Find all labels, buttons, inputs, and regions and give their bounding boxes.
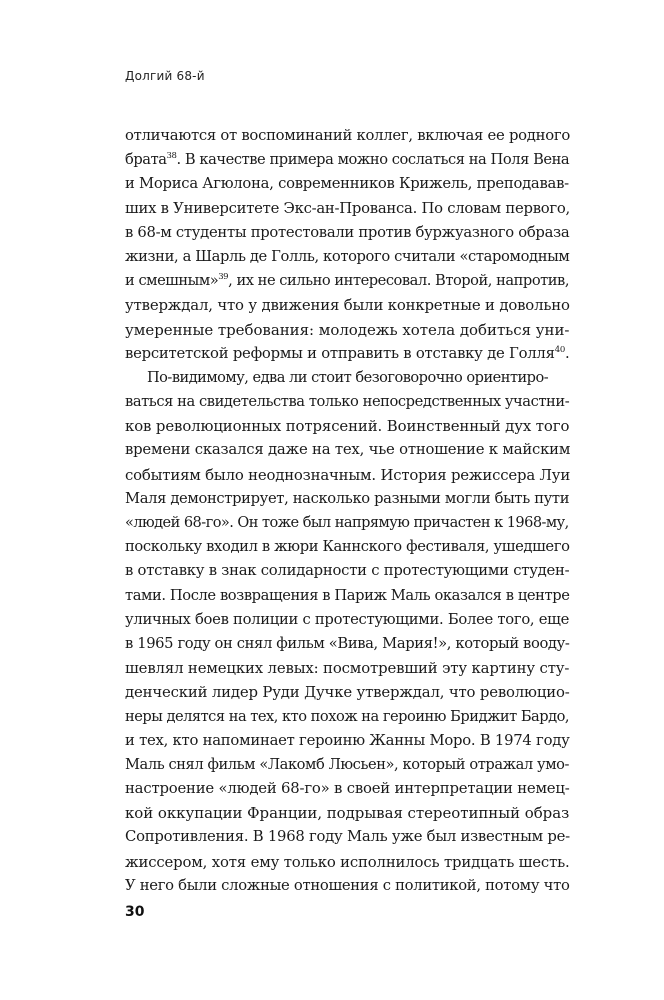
body-text — [125, 124, 570, 898]
footnote-ref[interactable]: 38 — [166, 151, 177, 162]
text-line: кой оккупации Франции, подрывая стереотипный образ — [125, 804, 570, 823]
text-line — [125, 342, 570, 366]
page-number: 30 — [125, 904, 145, 920]
text-line: ших в Университете Экс-ан-Прованса. По словам первого, — [125, 199, 571, 217]
text-line: и Мориса Агюлона, современников Крижель, преподавав- — [125, 175, 569, 193]
text-line — [125, 148, 570, 172]
text-fragment: . В качестве примера можно сослаться на Поля Вена — [176, 151, 570, 169]
footnote-ref[interactable]: 40 — [554, 344, 566, 355]
text-line: в 68-м студенты протестовали против буржуазного образа — [125, 223, 570, 241]
text-line: жиссером, хотя ему только исполнилось тридцать шесть. — [125, 852, 570, 871]
text-line: настроение «людей 68-го» в своей интерпретации немец- — [125, 780, 570, 798]
text-fragment: брата — [125, 151, 167, 169]
text-line: в 1965 году он снял фильм «Вива, Мария!», который вооду- — [125, 634, 570, 652]
text-line: поскольку входил в жюри Каннского фестиваля, ушедшего — [125, 538, 570, 556]
text-line: Маля демонстрирует, насколько разными могли быть пути — [125, 489, 570, 507]
paragraph-first-line: По-видимому, едва ли стоит безоговорочно ориентиро- — [147, 368, 549, 386]
text-line: шевлял немецких левых: посмотревший эту картину сту- — [125, 659, 570, 678]
text-fragment: верситетской реформы и отправить в отставку де Голля — [125, 344, 555, 362]
text-line: уличных боев полиции с протестующими. Более того, еще — [125, 610, 570, 628]
text-line: времени сказался даже на тех, чье отношение к майским — [125, 441, 571, 459]
text-line: отличаются от воспоминаний коллег, включая ее родного — [125, 127, 570, 144]
text-line: ваться на свидетельства только непосредственных участни- — [125, 393, 570, 411]
text-line: Маль снял фильм «Лакомб Люсьен», который отражал умо- — [125, 755, 570, 773]
text-line: утверждал, что у движения были конкретные и довольно — [125, 296, 570, 315]
text-line: тами. После возвращения в Париж Маль оказался в центре — [125, 586, 570, 604]
text-line: У него были сложные отношения с политикой, потому что — [125, 876, 570, 894]
text-line: и тех, кто напоминает героиню Жанны Моро. В 1974 году — [125, 731, 570, 749]
text-line: событиям было неоднозначным. История режиссера Луи — [125, 465, 571, 484]
text-line: умеренные требования: молодежь хотела добиться уни- — [125, 320, 570, 339]
text-line: Сопротивления. В 1968 году Маль уже был известным ре- — [125, 828, 570, 846]
running-head: Долгий 68-й — [125, 69, 205, 83]
text-line: в отставку в знак солидарности с протестующими студен- — [125, 562, 570, 580]
text-line: неры делятся на тех, кто похож на героиню Бриджит Бардо, — [125, 707, 570, 725]
text-fragment: и смешным» — [125, 272, 219, 290]
text-line: ков революционных потрясений. Воинственный дух того — [125, 417, 570, 436]
text-line: «людей 68-го». Он тоже был напрямую причастен к 1968-му, — [125, 515, 569, 531]
text-fragment: . — [565, 344, 570, 362]
text-line: жизни, а Шарль де Голль, которого считали «старомодным — [125, 247, 570, 265]
text-fragment: , их не сильно интересовал. Второй, напротив, — [228, 272, 569, 290]
text-line — [125, 269, 570, 293]
footnote-ref[interactable]: 39 — [218, 272, 229, 283]
text-line: денческий лидер Руди Дучке утверждал, что революцио- — [125, 683, 570, 702]
